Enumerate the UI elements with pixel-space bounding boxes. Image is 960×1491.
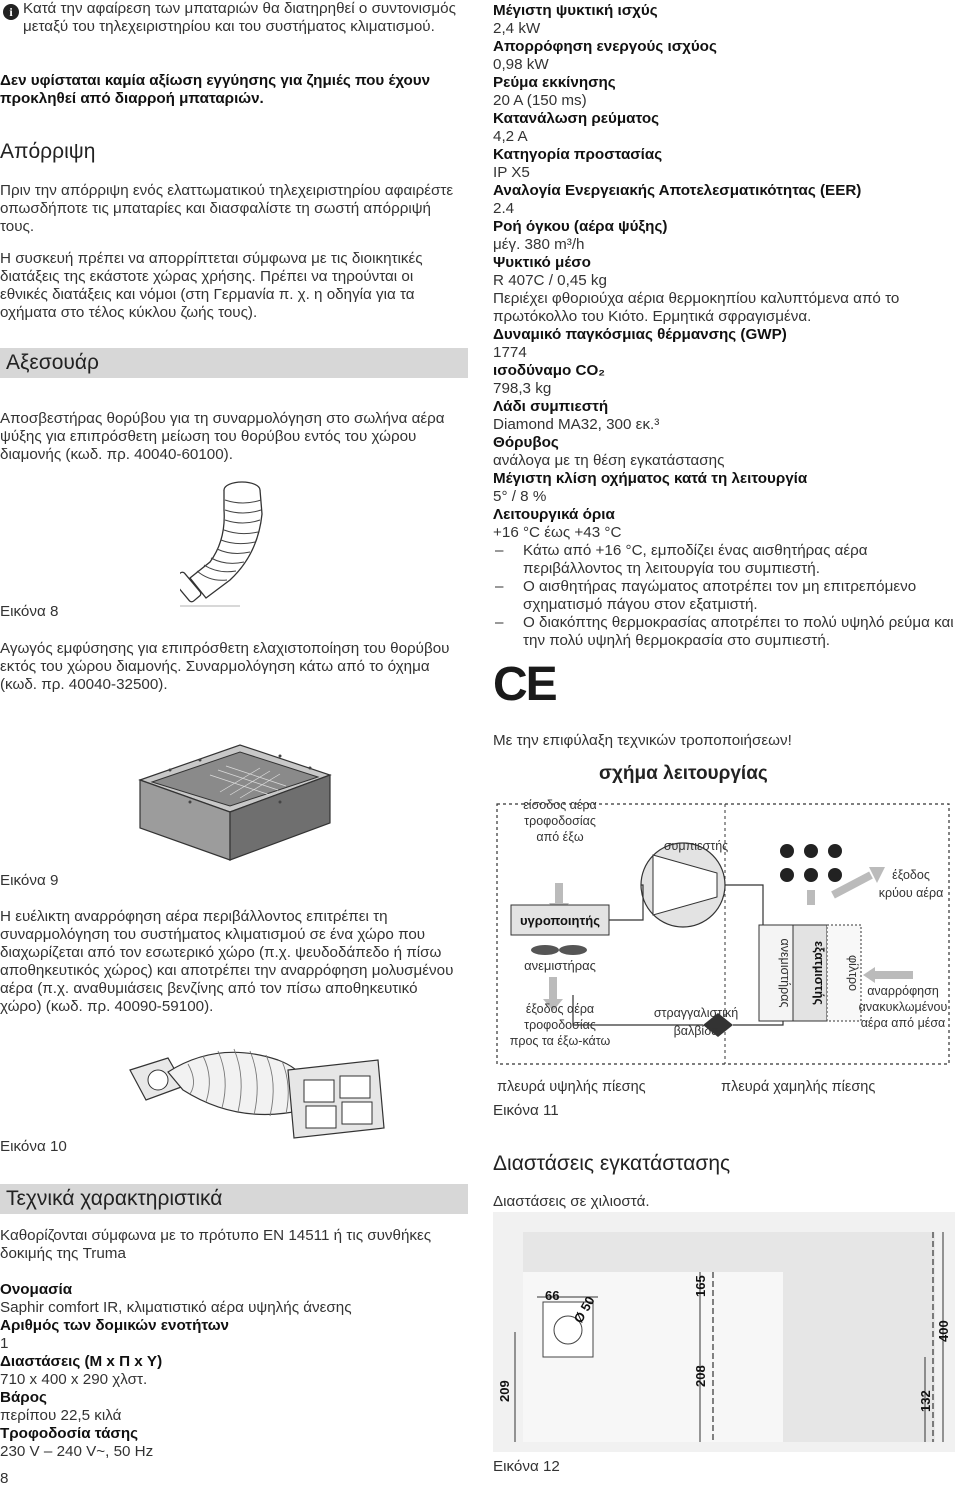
spec-value: 5° / 8 % — [493, 488, 547, 505]
filter-label: φίλτρο — [846, 954, 860, 992]
figure-9-intake-box-illustration — [130, 740, 340, 870]
fresh-air-label-3: από έξω — [536, 830, 584, 844]
fgas-note: Περιέχει φθοριούχα αέρια θερμοκηπίου καλυπτόμενα από το πρωτόκολλο του Κιότο. Ερμητικά σφραγισμένα. — [493, 290, 900, 325]
figure-10-label: Εικόνα 10 — [0, 1138, 67, 1155]
install-dimensions-subtitle: Διαστάσεις σε χιλιοστά. — [493, 1193, 650, 1210]
dim-400: 400 — [936, 1320, 951, 1342]
high-side-label: πλευρά υψηλής πίεσης — [497, 1079, 646, 1095]
dim-diameter-50: Ø 50 — [570, 1293, 598, 1326]
spec-value: Saphir comfort IR, κλιματιστικό αέρα υψηλής άνεσης — [0, 1299, 352, 1316]
limit-item — [493, 614, 955, 650]
spec-value: +16 °C έως +43 °C — [493, 524, 622, 541]
supply-out-label-3: προς τα έξω-κάτω — [509, 1034, 611, 1048]
spec-heading: Κατηγορία προστασίας — [493, 146, 663, 163]
limit-text: Κάτω από +16 °C, εμποδίζει ένας αισθητήρας αέρα περιβάλλοντος τη λειτουργία του συμπιεστή. — [523, 542, 868, 577]
spec-value: ανάλογα με τη θέση εγκατάστασης — [493, 452, 725, 469]
spec-heading: Τροφοδοσία τάσης — [0, 1425, 138, 1442]
install-dimensions-heading: Διαστάσεις εγκατάστασης — [493, 1152, 731, 1175]
tech-specs-heading — [0, 1184, 468, 1214]
right-fan-label: ανεμιστήρας — [778, 938, 792, 1008]
figure-11-label: Εικόνα 11 — [493, 1102, 559, 1119]
right-spec-list — [493, 2, 955, 650]
disposal-paragraph-2: Η συσκευή πρέπει να απορρίπτεται σύμφωνα με τις διοικητικές διατάξεις της εκάστοτε χώρας χρήσης. Πρέπει να τηρούνται οι εθνικές διατάξεις και νόμοι (στη Γερμανία π. χ. η οδηγία για τα οχήματα στο τέλος κύκλου ζωής τους). — [0, 250, 423, 321]
throttle-label-1: στραγγαλιστική — [653, 1006, 739, 1020]
spec-value: 2,4 kW — [493, 20, 541, 37]
low-side-label: πλευρά χαμηλής πίεσης — [721, 1079, 876, 1095]
dim-66: 66 — [545, 1288, 560, 1303]
cold-air-dots — [780, 844, 842, 882]
spec-value: 4,2 A — [493, 128, 528, 145]
limit-text: Ο αισθητήρας παγώματος αποτρέπει τον μη επιτρεπόμενο σχηματισμό πάγου στον εξατμιστή. — [523, 578, 917, 613]
dim-165: 165 — [693, 1275, 708, 1297]
accessories-paragraph: Αποσβεστήρας θορύβου για τη συναρμολόγηση στο σωλήνα αέρα ψύξης για επιπρόσθετη μείωση του θορύβου εντός του χώρου διαμονής (κωδ. πρ. 40040-60100). — [0, 410, 445, 463]
note-text: Κατά την αφαίρεση των μπαταριών θα διατηρηθεί ο συντονισμός μεταξύ του τηλεχειριστηρίου και του συστήματος κλιματισμού. — [23, 0, 456, 35]
spec-value: περίπου 22,5 κιλά — [0, 1407, 122, 1424]
cold-out-label-2: κρύου αέρα — [878, 886, 944, 900]
info-icon: i — [3, 4, 19, 20]
warranty-text: Δεν υφίσταται καμία αξίωση εγγύησης για ζημιές που έχουν προκληθεί από διαρροή μπαταριών. — [0, 72, 431, 107]
dash-bullet: – — [495, 578, 504, 595]
spec-heading: Ονομασία — [0, 1281, 73, 1298]
spec-value: 1 — [0, 1335, 9, 1352]
cold-out-label-1: έξοδος — [892, 868, 930, 882]
figure-9-caption: Η ευέλικτη αναρρόφηση αέρα περιβάλλοντος επιτρέπει τη συναρμολόγηση του συστήματος κλιματισμού σε ένα χώρο που διαχωρίζεται από τον εσωτερικό χώρο (π.χ. ψευδοδάπεδο ή πίσω αποθηκευτικός χώρος) και αποτρέπει την αναρρόφηση μολυσμένου αέρα (π.χ. αναθυμιάσεις βενζίνης από τον πίσω αποθηκευτικό χώρο) (κωδ. πρ. 40090-59100). — [0, 908, 454, 1015]
ce-mark-logo: CE — [493, 658, 556, 711]
spec-heading: Ροή όγκου (αέρα ψύξης) — [493, 218, 668, 235]
figure-8-label: Εικόνα 8 — [0, 603, 59, 620]
spec-heading: Απορρόφηση ενεργούς ισχύος — [493, 38, 717, 55]
spec-heading: Διαστάσεις (Μ x Π x Υ) — [0, 1353, 163, 1370]
spec-heading: Αναλογία Ενεργειακής Αποτελεσματικότητας (EER) — [493, 182, 862, 199]
spec-heading: Μέγιστη ψυκτική ισχύς — [493, 2, 658, 19]
figure-10-flex-intake-illustration — [128, 1030, 388, 1150]
supply-out-label-1: έξοδος αέρα — [525, 1002, 595, 1016]
fresh-air-label-1: είσοδος αέρα — [523, 798, 597, 812]
spec-heading: Λάδι συμπιεστή — [493, 398, 609, 415]
dash-bullet: – — [495, 542, 504, 559]
supply-out-label-2: τροφοδοσίας — [524, 1018, 596, 1032]
accessories-heading — [0, 348, 468, 378]
spec-heading: Ρεύμα εκκίνησης — [493, 74, 616, 91]
figure-12-label: Εικόνα 12 — [493, 1458, 560, 1475]
spec-heading: Ψυκτικό μέσο — [493, 254, 591, 271]
dash-bullet: – — [495, 614, 504, 631]
condenser-label: υγροποιητής — [519, 913, 601, 928]
disposal-heading: Απόρριψη — [0, 140, 96, 163]
figure-8-caption: Αγωγός εμφύσησης για επιπρόσθετη ελαχιστοποίηση του θορύβου εκτός του χώρου διαμονής. Συναρμολόγηση κάτω από το όχημα (κωδ. πρ. 40040-32500). — [0, 640, 450, 693]
figure-8-duct-illustration — [180, 470, 360, 610]
figure-9-label: Εικόνα 9 — [0, 872, 59, 889]
technical-changes-note: Με την επιφύλαξη τεχνικών τροποποιήσεων! — [493, 732, 792, 749]
spec-value: 710 x 400 x 290 χλστ. — [0, 1371, 148, 1388]
limit-text: Ο διακόπτης θερμοκρασίας αποτρέπει το πολύ υψηλό ρεύμα και την πολύ υψηλή θερμοκρασία στο συμπιεστή. — [523, 614, 954, 649]
spec-heading: Λειτουργικά όρια — [493, 506, 615, 523]
left-fan-label: ανεμιστήρας — [524, 958, 596, 973]
spec-value: 1774 — [493, 344, 527, 361]
spec-heading: Θόρυβος — [493, 434, 559, 451]
spec-heading: Μέγιστη κλίση οχήματος κατά τη λειτουργία — [493, 470, 808, 487]
spec-value: Diamond MA32, 300 εκ.³ — [493, 416, 660, 433]
recirc-label-2: ανακυκλωμένου — [858, 1000, 948, 1014]
spec-value: μέγ. 380 m³/h — [493, 236, 585, 253]
spec-heading: Αριθμός των δομικών ενοτήτων — [0, 1317, 229, 1334]
page-number: 8 — [0, 1470, 9, 1487]
spec-heading: Βάρος — [0, 1389, 47, 1406]
spec-value: R 407C / 0,45 kg — [493, 272, 607, 289]
spec-value: 2.4 — [493, 200, 515, 217]
accessories-heading-text: Αξεσουάρ — [6, 351, 99, 374]
dim-132: 132 — [918, 1390, 933, 1412]
spec-value: 20 A (150 ms) — [493, 92, 587, 109]
battery-note — [0, 0, 468, 36]
spec-heading: Δυναμικό παγκόσμιας θέρμανσης (GWP) — [493, 326, 787, 343]
throttle-label-2: βαλβίδα — [673, 1024, 719, 1038]
functional-diagram — [493, 795, 955, 1100]
spec-value: 0,98 kW — [493, 56, 549, 73]
limit-item — [493, 578, 955, 614]
dim-208: 208 — [693, 1365, 708, 1387]
fresh-air-label-2: τροφοδοσίας — [524, 814, 596, 828]
installation-drawing — [493, 1212, 955, 1452]
diagram-title: σχήμα λειτουργίας — [599, 763, 768, 784]
recirc-label-1: αναρρόφηση — [867, 984, 939, 998]
recirc-label-3: αέρα από μέσα — [860, 1016, 946, 1030]
tech-specs-intro: Καθορίζονται σύμφωνα με το πρότυπο EN 14511 ή τις συνθήκες δοκιμής της Truma — [0, 1227, 432, 1262]
left-fan-icon — [531, 945, 587, 955]
dim-209: 209 — [497, 1380, 512, 1402]
limit-item — [493, 542, 955, 578]
spec-value: 798,3 kg — [493, 380, 552, 397]
tech-specs-heading-text: Τεχνικά χαρακτηριστικά — [6, 1187, 223, 1210]
spec-heading: ισοδύναμο CO₂ — [493, 362, 606, 379]
compressor-label: συμπιεστής — [663, 839, 729, 853]
spec-heading: Κατανάλωση ρεύματος — [493, 110, 660, 127]
left-spec-list — [0, 1281, 462, 1461]
spec-value: 230 V – 240 V~, 50 Hz — [0, 1443, 154, 1460]
disposal-paragraph-1: Πριν την απόρριψη ενός ελαττωματικού τηλεχειριστηρίου αφαιρέστε οπωσδήποτε τις μπαταρίες και διασφαλίστε τη σωστή απόρριψή τους. — [0, 182, 454, 235]
evaporator-label: εξατμιστής — [812, 941, 826, 1005]
spec-value: IP X5 — [493, 164, 530, 181]
